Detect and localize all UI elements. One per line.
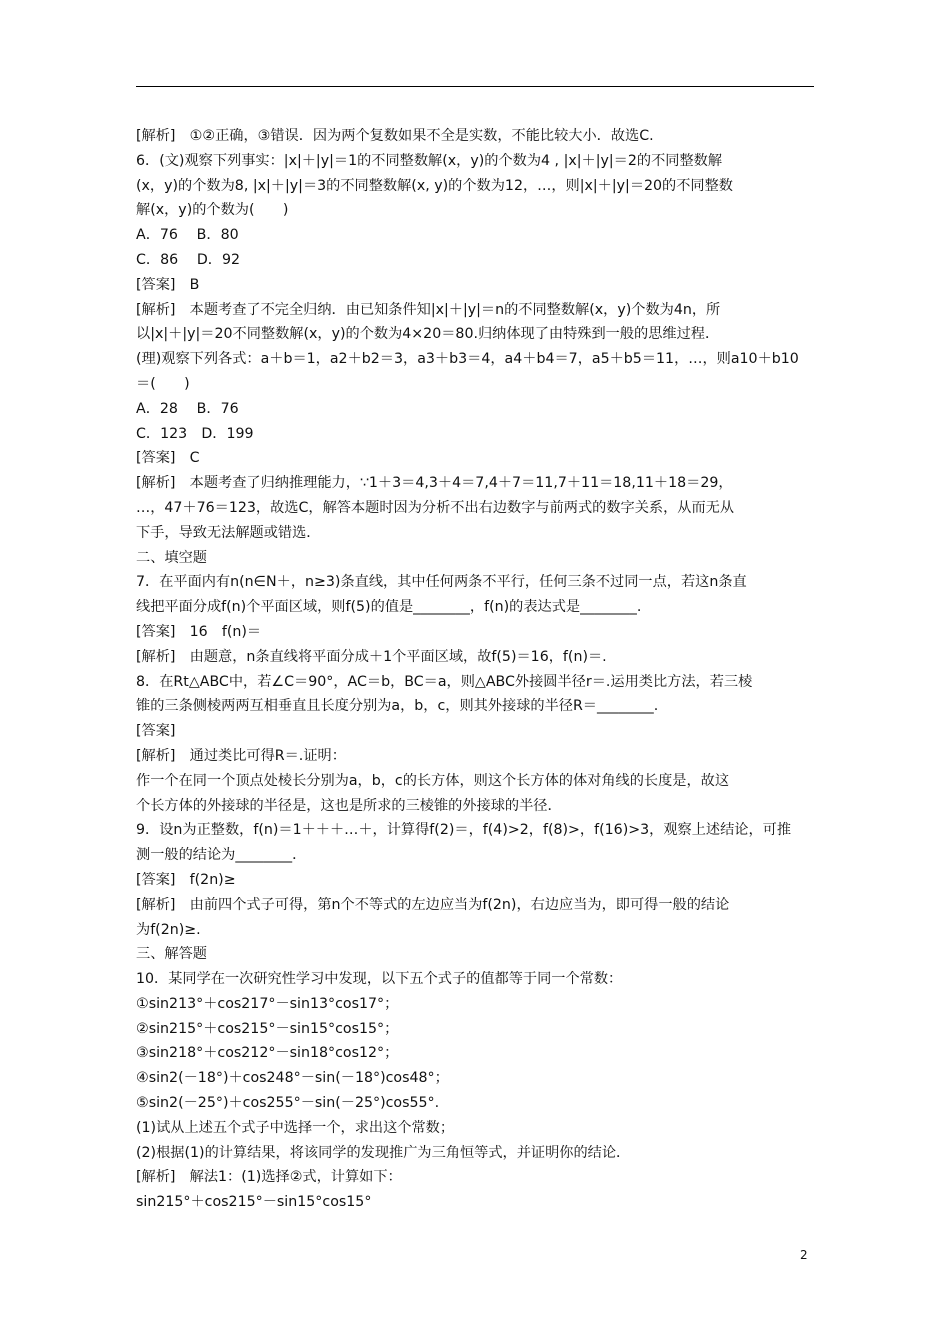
- text-line: [答案] C: [136, 450, 200, 467]
- page-number: 2: [800, 1248, 808, 1262]
- text-line: (理)观察下列各式：a＋b＝1，a2＋b2＝3，a3＋b3＝4，a4＋b4＝7，a5＋b5＝11，…，则a10＋b10: [136, 351, 799, 368]
- text-line: C．123 D．199: [136, 425, 254, 442]
- text-line: sin215°＋cos215°－sin15°cos15°: [136, 1194, 372, 1211]
- text-line: (2)根据(1)的计算结果，将该同学的发现推广为三角恒等式，并证明你的结论．: [136, 1144, 631, 1161]
- text-line: C．86 D．92: [136, 251, 241, 268]
- text-line: 10．某同学在一次研究性学习中发现，以下五个式子的值都等于同一个常数：: [136, 971, 623, 988]
- text-line: 9．设n为正整数，f(n)＝1＋＋＋…＋，计算得f(2)＝，f(4)>2，f(8)>，f(16)>3，观察上述结论，可推: [136, 822, 792, 839]
- text-line: 下手，导致无法解题或错选．: [136, 524, 321, 541]
- text-line: [解析] 由前四个式子可得，第n个不等式的左边应当为f(2n)，右边应当为，即可得一般的结论: [136, 896, 730, 913]
- text-line: ②sin215°＋cos215°－sin15°cos15°；: [136, 1020, 399, 1037]
- text-line: ④sin2(－18°)＋cos248°－sin(－18°)cos48°；: [136, 1070, 449, 1087]
- text-line: 锥的三条侧棱两两互相垂直且长度分别为a，b，c，则其外接球的半径R＝________.: [136, 698, 659, 715]
- text-line: [答案] B: [136, 276, 200, 293]
- text-line: 二、填空题: [136, 549, 207, 566]
- text-line: 为f(2n)≥.: [136, 921, 201, 938]
- text-line: ⑤sin2(－25°)＋cos255°－sin(－25°)cos55°.: [136, 1095, 440, 1112]
- text-line: A．76 B．80: [136, 227, 239, 244]
- text-line: 解(x，y)的个数为( ): [136, 202, 289, 219]
- text-line: [答案] f(2n)≥: [136, 871, 236, 888]
- text-line: 7．在平面内有n(n∈N＋，n≥3)条直线，其中任何两条不平行，任何三条不过同一点，若这n条直: [136, 574, 747, 591]
- text-line: [解析] 由题意，n条直线将平面分成＋1个平面区域，故f(5)＝16，f(n)＝.: [136, 648, 607, 665]
- text-line: 作一个在同一个顶点处棱长分别为a，b，c的长方体，则这个长方体的体对角线的长度是，故这: [136, 772, 730, 789]
- text-line: 线把平面分成f(n)个平面区域，则f(5)的值是________，f(n)的表达式是________.: [136, 599, 642, 616]
- text-line: [解析] 解法1：(1)选择②式，计算如下：: [136, 1169, 402, 1186]
- text-line: (x，y)的个数为8, |x|＋|y|＝3的不同整数解(x, y)的个数为12，…，则|x|＋|y|＝20的不同整数: [136, 177, 733, 194]
- text-line: 8．在Rt△ABC中，若∠C＝90°，AC＝b，BC＝a，则△ABC外接圆半径r＝.运用类比方法，若三棱: [136, 673, 753, 690]
- text-line: 6．(文)观察下列事实：|x|＋|y|＝1的不同整数解(x，y)的个数为4 , |x|＋|y|＝2的不同整数解: [136, 152, 723, 169]
- text-line: ③sin218°＋cos212°－sin18°cos12°；: [136, 1045, 399, 1062]
- text-line: [答案] 16 f(n)＝: [136, 623, 262, 640]
- text-line: …，47＋76＝123，故选C，解答本题时因为分析不出右边数字与前两式的数字关系，从而无从: [136, 499, 735, 516]
- text-line: [解析] ①②正确，③错误．因为两个复数如果不全是实数，不能比较大小．故选C.: [136, 128, 654, 144]
- document-body: [136, 124, 816, 1215]
- text-line: [解析] 本题考查了不完全归纳．由已知条件知|x|＋|y|＝n的不同整数解(x，y)个数为4n，所: [136, 301, 721, 318]
- text-line: 测一般的结论为________．: [136, 847, 307, 864]
- text-line: ＝( ): [136, 375, 190, 392]
- header-rule: [136, 86, 814, 87]
- text-line: 三、解答题: [136, 946, 207, 963]
- text-line: ①sin213°＋cos217°－sin13°cos17°；: [136, 995, 399, 1012]
- text-line: (1)试从上述五个式子中选择一个，求出这个常数；: [136, 1119, 455, 1136]
- text-line: 以|x|＋|y|＝20不同整数解(x，y)的个数为4×20＝80.归纳体现了由特殊到一般的思维过程．: [136, 326, 720, 343]
- text-line: [解析] 通过类比可得R＝.证明：: [136, 747, 346, 764]
- text-line: [答案]: [136, 723, 176, 740]
- text-line: [解析] 本题考查了归纳推理能力，∵1＋3＝4,3＋4＝7,4＋7＝11,7＋11＝18,11＋18＝29，: [136, 475, 733, 492]
- text-line: A．28 B．76: [136, 400, 239, 417]
- text-line: 个长方体的外接球的半径是，这也是所求的三棱锥的外接球的半径．: [136, 797, 562, 814]
